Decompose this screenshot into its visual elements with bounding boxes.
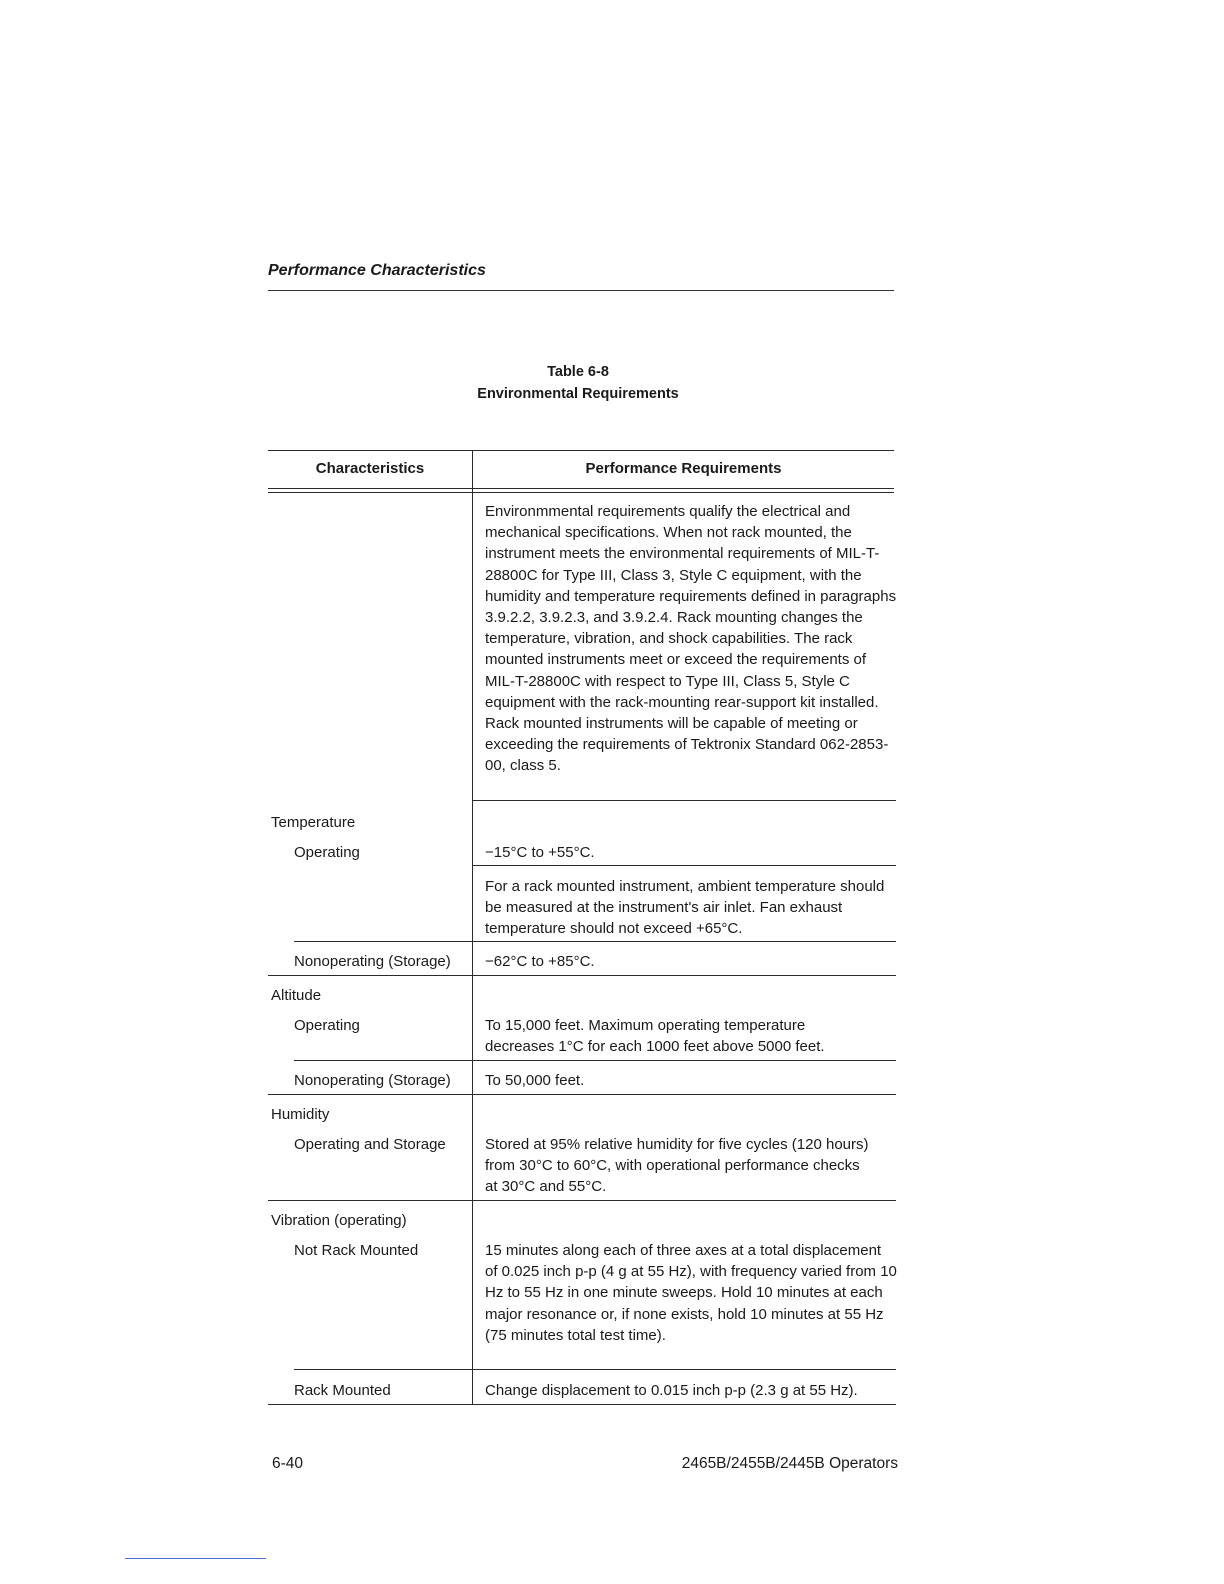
bottom-rule	[125, 1558, 266, 1559]
humidity-operating-label: Operating and Storage	[294, 1136, 446, 1153]
altitude-nonoperating-value: To 50,000 feet.	[485, 1072, 585, 1089]
intro-text: Environmmental requirements qualify the electrical and mechanical specifications. When not rack mounted, the instrument meets the environmental requirements of MIL-T-28800C for Type III, Class 3, Style C equipment, with the humidity and temperature requirements defined in paragraphs 3.9.2.2, 3.9.2.3, and 3.9.2.4. Rack mounting changes the temperature, vibration, and shock capabilities. The rack mounted instruments meet or exceed the requirements of MIL-T-28800C with respect to Type III, Class 5, Style C equipment with the rack-mounting rear-support kit installed. Rack mounted instruments will be capable of meeting or exceeding the requirements of Tektronix Standard 062-2853-00, class 5.	[485, 503, 897, 775]
vibration-rack-label: Rack Mounted	[294, 1382, 391, 1399]
header-rule	[268, 290, 894, 291]
temperature-nonoperating-value: −62°C to +85°C.	[485, 953, 595, 970]
column-header-performance: Performance Requirements	[585, 460, 782, 477]
document-title: 2465B/2455B/2445B Operators	[681, 1455, 898, 1472]
altitude-label: Altitude	[271, 987, 322, 1004]
table-title: Environmental Requirements	[477, 386, 679, 402]
temperature-operating-note: For a rack mounted instrument, ambient temperature should be measured at the instrument's air inlet. Fan exhaust temperature should not exceed +65°C.	[485, 878, 885, 938]
altitude-operating-label: Operating	[294, 1017, 360, 1034]
temperature-operating-value: −15°C to +55°C.	[485, 844, 595, 861]
altitude-nonoperating-label: Nonoperating (Storage)	[294, 1072, 451, 1089]
temperature-nonoperating-label: Nonoperating (Storage)	[294, 953, 451, 970]
row-rule	[472, 800, 896, 801]
table-top-rule	[268, 450, 894, 451]
vibration-not-rack-value: 15 minutes along each of three axes at a total displacement of 0.025 inch p-p (4 g at 55 Hz), with frequency varied from 10 Hz to 55 Hz in one minute sweeps. Hold 10 minutes at each major resonance or, if none exists, hold 10 minutes at 55 Hz (75 minutes total test time).	[485, 1242, 897, 1344]
vibration-rack-value: Change displacement to 0.015 inch p-p (2.3 g at 55 Hz).	[485, 1382, 858, 1399]
table-bottom-rule	[268, 1404, 896, 1405]
temperature-label: Temperature	[271, 814, 356, 831]
row-rule	[268, 1094, 896, 1095]
altitude-operating-value: To 15,000 feet. Maximum operating temperature decreases 1°C for each 1000 feet above 5000 feet.	[485, 1017, 825, 1056]
row-rule	[268, 975, 896, 976]
row-rule	[472, 865, 896, 866]
header-bottom-rule-2	[268, 492, 894, 493]
humidity-label: Humidity	[271, 1106, 330, 1123]
table-number: Table 6-8	[547, 364, 609, 380]
row-rule	[294, 1369, 896, 1370]
vibration-not-rack-label: Not Rack Mounted	[294, 1242, 419, 1259]
row-rule	[294, 941, 896, 942]
column-divider	[472, 492, 473, 1404]
table-caption	[268, 361, 888, 405]
vibration-label: Vibration (operating)	[271, 1212, 407, 1229]
humidity-operating-value: Stored at 95% relative humidity for five cycles (120 hours) from 30°C to 60°C, with operational performance checks at 30°C and 55°C.	[485, 1136, 869, 1196]
column-header-characteristics: Characteristics	[315, 460, 425, 477]
row-rule	[294, 1060, 896, 1061]
row-rule	[268, 1200, 896, 1201]
running-header-title: Performance Characteristics	[268, 262, 486, 279]
page-number: 6-40	[272, 1455, 304, 1472]
header-bottom-rule	[268, 488, 894, 489]
temperature-operating-label: Operating	[294, 844, 360, 861]
